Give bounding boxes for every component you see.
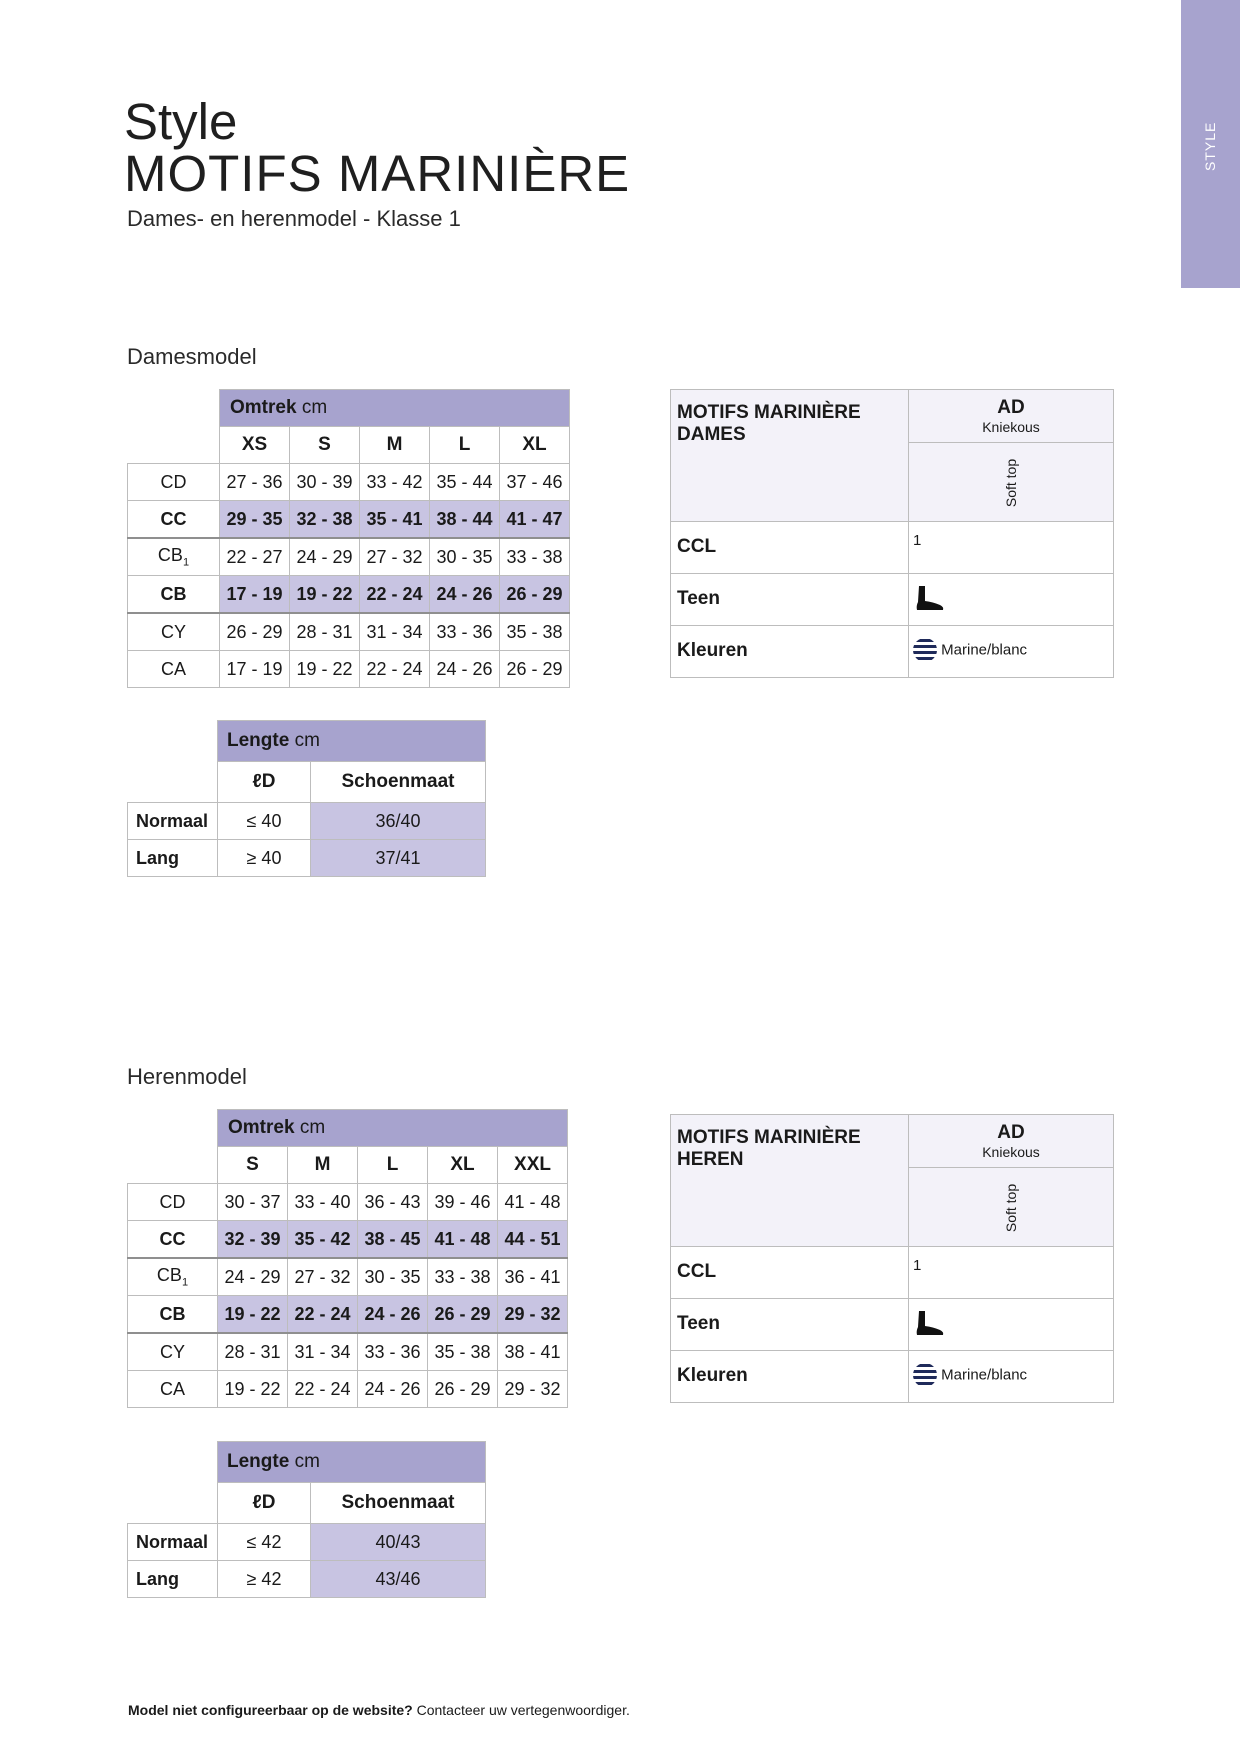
cell: 29 - 32 (498, 1296, 568, 1334)
kleuren-value: Marine/blanc (909, 1351, 1114, 1403)
cell: 29 - 32 (498, 1371, 568, 1408)
heren-omtrek-table (127, 1109, 568, 1408)
cell: 24 - 29 (218, 1258, 288, 1296)
cell: 28 - 31 (290, 613, 360, 651)
cell: 19 - 22 (218, 1371, 288, 1408)
cell: 27 - 32 (360, 538, 430, 576)
row-label: CC (128, 501, 220, 539)
row-label: $CB_1$ (128, 1258, 218, 1296)
row-label: CD (128, 1184, 218, 1221)
cell: 19 - 22 (290, 576, 360, 614)
dames-lengte-header: Lengte cm (218, 721, 486, 762)
cell: 32 - 39 (218, 1221, 288, 1259)
cell: 41 - 47 (500, 501, 570, 539)
ccl-value: 1 (909, 522, 1114, 574)
kleuren-value: Marine/blanc (909, 626, 1114, 678)
cell: 33 - 36 (358, 1333, 428, 1371)
cell: 33 - 38 (428, 1258, 498, 1296)
table-row (128, 1371, 568, 1408)
table-row (128, 1524, 486, 1561)
row-label: CY (128, 1333, 218, 1371)
cell: 27 - 32 (288, 1258, 358, 1296)
table-row (128, 1296, 568, 1334)
table-row (128, 1333, 568, 1371)
cell: 19 - 22 (290, 651, 360, 688)
product-title: MOTIFS MARINIÈRE HEREN (671, 1115, 909, 1247)
row-label: CY (128, 613, 220, 651)
cell: 35 - 38 (428, 1333, 498, 1371)
closed-toe-icon (909, 1299, 1114, 1351)
size-header: XL (500, 427, 570, 464)
row-label: $CB_1$ (128, 538, 220, 576)
cell: 31 - 34 (360, 613, 430, 651)
dames-omtrek-table (127, 389, 570, 688)
ccl-label: CCL (671, 522, 909, 574)
teen-label: Teen (671, 1299, 909, 1351)
cell: 26 - 29 (500, 576, 570, 614)
row-label: CD (128, 464, 220, 501)
cell: 37/41 (311, 840, 486, 877)
cell: 37 - 46 (500, 464, 570, 501)
cell: 35 - 38 (500, 613, 570, 651)
cell: 41 - 48 (498, 1184, 568, 1221)
size-header: XS (220, 427, 290, 464)
cell: 39 - 46 (428, 1184, 498, 1221)
heren-section-title: Herenmodel (127, 1064, 247, 1089)
cell: 30 - 35 (358, 1258, 428, 1296)
cell: 19 - 22 (218, 1296, 288, 1334)
table-row (128, 651, 570, 688)
cell: 30 - 35 (430, 538, 500, 576)
cell: 38 - 44 (430, 501, 500, 539)
cell: 35 - 41 (360, 501, 430, 539)
schoenmaat-header: Schoenmaat (311, 1483, 486, 1524)
dames-section-title: Damesmodel (127, 344, 257, 369)
schoenmaat-header: Schoenmaat (311, 762, 486, 803)
cell: 32 - 38 (290, 501, 360, 539)
cell: 24 - 26 (430, 576, 500, 614)
cell: 38 - 41 (498, 1333, 568, 1371)
soft-top-cell: Soft top (909, 443, 1114, 522)
heren-lengte-table (127, 1441, 486, 1598)
row-label: Normaal (128, 1524, 218, 1561)
cell: 36 - 43 (358, 1184, 428, 1221)
cell: 29 - 35 (220, 501, 290, 539)
cell: 24 - 26 (430, 651, 500, 688)
cell: 17 - 19 (220, 651, 290, 688)
kleuren-label: Kleuren (671, 1351, 909, 1403)
table-row (128, 1258, 568, 1296)
row-label: Lang (128, 1561, 218, 1598)
ad-header: AD Kniekous (909, 390, 1114, 443)
cell: 22 - 24 (288, 1371, 358, 1408)
cell: 26 - 29 (500, 651, 570, 688)
table-row (128, 501, 570, 539)
cell: 43/46 (311, 1561, 486, 1598)
size-header: L (358, 1147, 428, 1184)
ad-header: AD Kniekous (909, 1115, 1114, 1168)
table-row (128, 464, 570, 501)
closed-toe-icon (909, 574, 1114, 626)
teen-label: Teen (671, 574, 909, 626)
ccl-value: 1 (909, 1247, 1114, 1299)
cell: 40/43 (311, 1524, 486, 1561)
side-tab-label: STYLE (1202, 121, 1218, 171)
cell: 26 - 29 (220, 613, 290, 651)
table-row (128, 576, 570, 614)
cell: 26 - 29 (428, 1371, 498, 1408)
cell: 44 - 51 (498, 1221, 568, 1259)
size-header: M (288, 1147, 358, 1184)
marine-stripe-swatch-icon (913, 1363, 937, 1387)
table-row (128, 840, 486, 877)
table-row (128, 1221, 568, 1259)
cell: ≥ 42 (218, 1561, 311, 1598)
cell: 41 - 48 (428, 1221, 498, 1259)
size-header: S (218, 1147, 288, 1184)
cell: 36 - 41 (498, 1258, 568, 1296)
cell: 24 - 26 (358, 1296, 428, 1334)
cell: 24 - 29 (290, 538, 360, 576)
cell: 33 - 38 (500, 538, 570, 576)
product-title: MOTIFS MARINIÈRE DAMES (671, 390, 909, 522)
dames-omtrek-header: Omtrek cm (220, 390, 570, 427)
row-label: Normaal (128, 803, 218, 840)
size-header: XL (428, 1147, 498, 1184)
cell: 30 - 37 (218, 1184, 288, 1221)
cell: 36/40 (311, 803, 486, 840)
row-label: CC (128, 1221, 218, 1259)
cell: 28 - 31 (218, 1333, 288, 1371)
kleuren-label: Kleuren (671, 626, 909, 678)
table-row (128, 613, 570, 651)
cell: 38 - 45 (358, 1221, 428, 1259)
size-header: XXL (498, 1147, 568, 1184)
cell: 24 - 26 (358, 1371, 428, 1408)
ld-header: ℓD (218, 1483, 311, 1524)
row-label: CA (128, 1371, 218, 1408)
cell: ≤ 40 (218, 803, 311, 840)
row-label: Lang (128, 840, 218, 877)
cell: 22 - 24 (288, 1296, 358, 1334)
cell: 35 - 44 (430, 464, 500, 501)
cell: 26 - 29 (428, 1296, 498, 1334)
heren-omtrek-header: Omtrek cm (218, 1110, 568, 1147)
table-row (128, 1561, 486, 1598)
marine-stripe-swatch-icon (913, 638, 937, 662)
cell: 22 - 24 (360, 576, 430, 614)
page-style-word: Style (124, 93, 238, 150)
dames-lengte-table (127, 720, 486, 877)
table-row (128, 803, 486, 840)
size-header: L (430, 427, 500, 464)
dames-product-table (670, 389, 1114, 678)
ccl-label: CCL (671, 1247, 909, 1299)
footer-note: Model niet configureerbaar op de website? Contacteer uw vertegenwoordiger. (128, 1702, 630, 1718)
cell: 27 - 36 (220, 464, 290, 501)
cell: 33 - 36 (430, 613, 500, 651)
size-header: S (290, 427, 360, 464)
soft-top-cell: Soft top (909, 1168, 1114, 1247)
heren-lengte-header: Lengte cm (218, 1442, 486, 1483)
page-title: MOTIFS MARINIÈRE (124, 145, 631, 202)
cell: 30 - 39 (290, 464, 360, 501)
table-row (128, 1184, 568, 1221)
cell: 35 - 42 (288, 1221, 358, 1259)
cell: 33 - 40 (288, 1184, 358, 1221)
cell: 17 - 19 (220, 576, 290, 614)
cell: ≥ 40 (218, 840, 311, 877)
ld-header: ℓD (218, 762, 311, 803)
row-label: CA (128, 651, 220, 688)
row-label: CB (128, 1296, 218, 1334)
cell: 33 - 42 (360, 464, 430, 501)
row-label: CB (128, 576, 220, 614)
size-header: M (360, 427, 430, 464)
page-subtitle: Dames- en herenmodel - Klasse 1 (127, 206, 461, 231)
cell: ≤ 42 (218, 1524, 311, 1561)
heren-product-table (670, 1114, 1114, 1403)
cell: 22 - 27 (220, 538, 290, 576)
cell: 31 - 34 (288, 1333, 358, 1371)
table-row (128, 538, 570, 576)
cell: 22 - 24 (360, 651, 430, 688)
